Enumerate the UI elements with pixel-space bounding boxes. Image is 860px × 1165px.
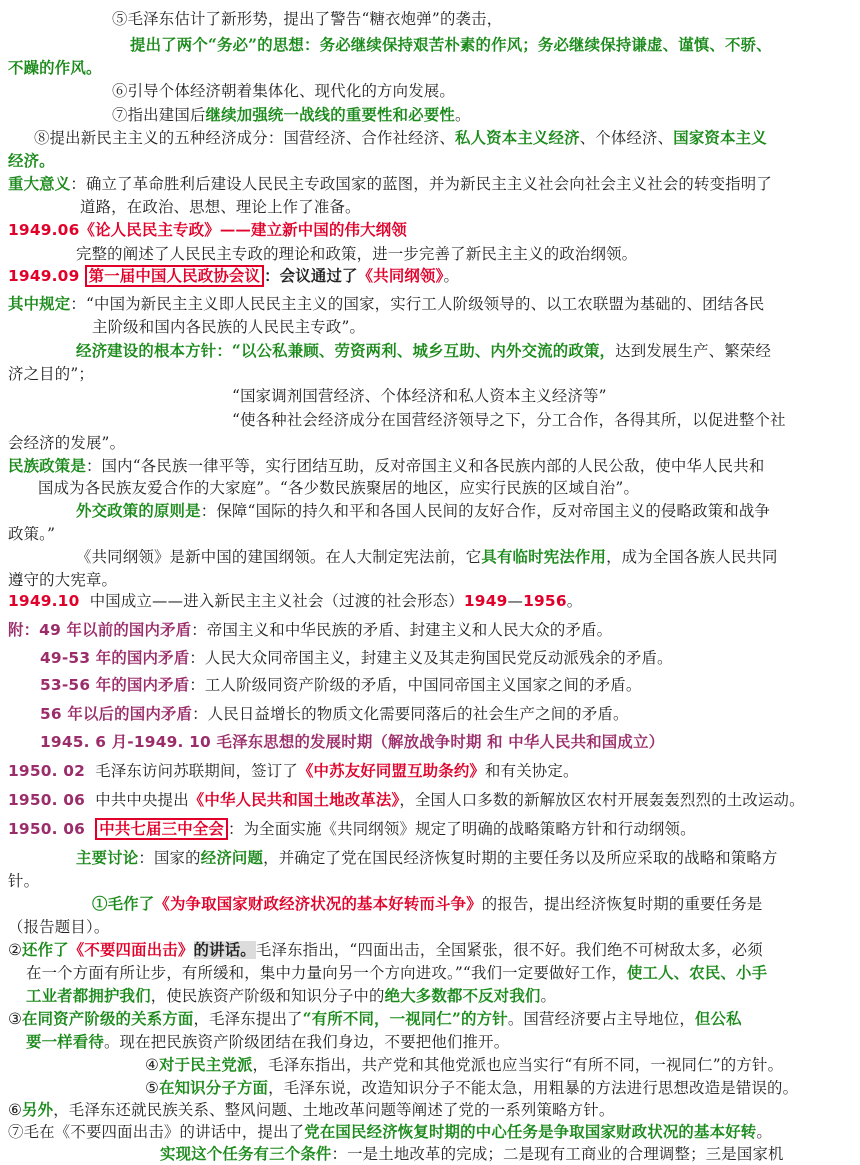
text-span: 中共中央提出 [95,791,189,809]
text-span: 、个体经济、 [579,129,674,147]
text-span: ，成为全国各族人民共同 [606,548,778,566]
text-line [8,150,860,172]
text-span: 另外 [22,1101,54,1119]
text-line [40,674,860,696]
text-line [92,893,860,915]
text-span: 。现在把民族资产阶级团结在我们身边，不要把他们推开。 [103,1033,510,1051]
text-span: 。 [455,106,471,124]
text-span: ⑤ [145,1079,159,1097]
text-line [40,703,860,725]
text-span: 。 [443,267,460,285]
text-span: ③ [8,1010,22,1028]
text-line [8,916,860,938]
text-span: ：国内“各民族一律平等，实行团结互助，反对帝国主义和各民族内部的人民公敌，使中华人民共和 [85,457,765,475]
text-span: 毛泽东指出，“四面出击，全国紧张，很不好。我们绝不可树敌太多，必须 [255,941,763,959]
text-line [8,619,860,641]
text-span: 提出了两个“务必”的思想：务必继续保持艰苦朴素的作风；务必继续保持谦虚、谨慎、不骄、 [130,36,772,54]
text-line [8,432,860,454]
text-span: 不躁的作风。 [8,59,102,77]
text-span: ⑥引导个体经济朝着集体化、现代化的方向发展。 [112,82,455,100]
text-span: 。 [566,592,583,610]
text-span: 经济。 [8,152,55,170]
text-line [76,500,860,522]
text-line [26,985,860,1007]
text-line [76,340,860,362]
text-line [8,1121,860,1143]
text-line [145,1077,860,1099]
text-line [8,173,860,195]
text-line [232,385,860,407]
text-span: ：保障“国际的持久和平和各国人民间的友好合作，反对帝国主义的侵略政策和战争 [200,502,771,520]
text-span: 国家资本主义 [673,129,767,147]
date-label: 1950. 02 [8,762,86,780]
text-span: 《不要四面出击》 [68,941,194,959]
text-span: ，并确定了党在国民经济恢复时期的主要任务以及所应采取的战略和策略方 [263,849,778,867]
text-span: 要一样看待 [26,1033,104,1051]
text-span: 附：49 年以前的国内矛盾 [8,621,192,639]
text-span: ：国家的 [138,849,201,867]
text-span: 私人资本主义经济 [454,129,580,147]
text-span: ⑥ [8,1101,22,1119]
text-span: ⑤毛泽东估计了新形势，提出了警告“糖衣炮弹”的袭击， [112,10,503,28]
text-span: ② [8,941,22,959]
text-span: 经济问题 [200,849,264,867]
text-span: 政策。” [8,525,56,543]
text-line [8,57,860,79]
text-line [8,1099,860,1121]
text-span: ：一是土地改革的完成；二是现有工商业的合理调整；三是国家机 [331,1145,784,1163]
text-line [80,196,860,218]
text-line [26,962,860,984]
text-span: 外交政策的原则是 [76,502,201,520]
text-line [76,546,860,568]
text-span: 。 [540,987,557,1005]
text-span: ⑦毛在《不要四面出击》的讲话中，提出了 [8,1123,305,1141]
text-line [8,455,860,477]
boxed-heading: 第一届中国人民政协会议 [85,265,265,287]
text-line [34,127,860,149]
text-line [130,34,860,56]
text-span: 在一个方面有所让步，有所缓和，集中力量向另一个方向进攻。”“我们一定要做好工作， [26,964,627,982]
text-span: 56 年以后的国内矛盾 [40,705,193,723]
text-line [112,8,860,30]
text-span: 《共同纲领》 [357,267,444,285]
text-span: 1949 [463,592,508,610]
text-line [8,523,860,545]
text-span: ，全国人口多数的新解放区农村开展轰轰烈烈的土改运动。 [399,791,805,809]
text-span: 49-53 年的国内矛盾 [40,649,190,667]
text-line [160,1143,860,1165]
text-span: ：人民大众同帝国主义，封建主义及其走狗国民党反动派残余的矛盾。 [189,649,673,667]
text-span: 和有关协定。 [485,762,579,780]
text-span: ①毛作了 [92,895,155,913]
text-span: 还作了 [22,941,69,959]
text-line [38,477,860,499]
text-span: ：工人阶级同资产阶级的矛盾，中国同帝国主义国家之间的矛盾。 [189,676,642,694]
text-span: 经济建设的根本方针：“以公私兼顾、劳资两利、城乡互助、内外交流的政策， [76,342,616,360]
text-span: “有所不同，一视同仁”的方针 [302,1010,508,1028]
text-span: 绝大多数都不反对我们 [384,987,541,1005]
text-line [8,870,860,892]
text-span: ，毛泽东提出了 [193,1010,303,1028]
text-span: 道路，在政治、思想、理论上作了准备。 [80,198,361,216]
text-span: 在同资产阶级的关系方面 [22,1010,194,1028]
text-span: ，使民族资产阶级和知识分子中的 [150,987,385,1005]
date-label: 1949.10 [8,592,80,610]
text-line [112,80,860,102]
text-span: “国家调剂国营经济、个体经济和私人资本主义经济等” [232,387,607,405]
text-span: 实现这个任务有三个条件 [160,1145,332,1163]
text-span: 完整的阐述了人民民主专政的理论和政策，进一步完善了新民主主义的政治纲领。 [76,245,638,263]
text-span: 针。 [8,872,40,890]
text-span: 使工人、农民、小手 [626,964,768,982]
text-span: — [507,592,524,610]
text-span: 《共同纲领》是新中国的建国纲领。在人大制定宪法前，它 [76,548,482,566]
text-span: 53-56 年的国内矛盾 [40,676,190,694]
text-line [145,1054,860,1076]
text-span: 毛泽东访问苏联期间，签订了 [95,762,298,780]
text-span: 的报告，提出经济恢复时期的重要任务是 [481,895,763,913]
text-line [8,818,860,840]
text-line [112,104,860,126]
text-span: ，毛泽东说，改造知识分子不能太急，用粗暴的方法进行思想改造是错误的。 [268,1079,799,1097]
text-span: 主阶级和国内各民族的人民民主专政”。 [92,318,366,336]
text-span: 民族政策是 [8,457,86,475]
date-label: 1950. 06 [8,791,86,809]
text-span: 济之目的”； [8,365,95,383]
text-line [8,363,860,385]
text-span: 《论人民民主专政》——建立新中国的伟大纲领 [79,221,407,239]
text-line [8,265,860,287]
text-line [26,1031,860,1053]
text-span: ：会议通过了 [264,267,358,285]
text-span: 中国成立——进入新民主主义社会（过渡的社会形态） [89,592,464,610]
date-label: 1950. 06 [8,820,86,838]
text-span: ，毛泽东指出，共产党和其他党派也应当实行“有所不同，一视同仁”的方针。 [252,1056,784,1074]
text-span: 《为争取国家财政经济状况的基本好转而斗争》 [154,895,482,913]
text-span: 1945. 6 月-1949. 10 毛泽东思想的发展时期（解放战争时期 和 中华人民共和国成立） [40,733,665,751]
text-span: 《中苏友好同盟互助条约》 [297,762,486,780]
text-line [232,409,860,431]
text-line [92,316,860,338]
text-span: 。 [756,1123,772,1141]
text-span: 但公私 [694,1010,742,1028]
text-span: ：为全面实施《共同纲领》规定了明确的战略策略方针和行动纲领。 [227,820,696,838]
text-line [8,293,860,315]
text-line [8,219,860,241]
text-span: 1956 [523,592,567,610]
text-line [8,1008,860,1030]
text-span: ：“中国为新民主主义即人民民主主义的国家，实行工人阶级领导的、以工农联盟为基础的、团结各民 [70,295,765,313]
text-span: 国成为各民族友爱合作的大家庭”。“各少数民族聚居的地区，应实行民族的区域自治”。 [38,479,640,497]
date-label: 1949.09 [8,267,80,285]
text-line [8,569,860,591]
text-span: ⑧提出新民主主义的五种经济成分：国营经济、合作社经济、 [34,129,455,147]
text-span: ，毛泽东还就民族关系、整风问题、土地改革问题等阐述了党的一系列策略方针。 [53,1101,615,1119]
text-span: 主要讨论 [76,849,139,867]
text-span: 在知识分子方面 [159,1079,269,1097]
text-span: ：确立了革命胜利后建设人民民主专政国家的蓝图，并为新民主主义社会向社会主义社会的转变指明了 [70,175,772,193]
date-label: 1949.06 [8,221,80,239]
text-line [40,731,860,753]
text-span: “使各种社会经济成分在国营经济领导之下，分工合作，各得其所，以促进整个社 [232,411,786,429]
boxed-heading: 中共七届三中全会 [95,818,228,840]
text-span: 达到发展生产、繁荣经 [615,342,772,360]
text-span: ：人民日益增长的物质文化需要同落后的社会生产之间的矛盾。 [192,705,629,723]
text-line [76,243,860,265]
text-span: 。国营经济要占主导地位， [507,1010,695,1028]
text-span: 工业者都拥护我们 [26,987,151,1005]
text-span: 重大意义 [8,175,71,193]
text-span: 其中规定 [8,295,71,313]
text-span: 对于民主党派 [159,1056,253,1074]
text-line [8,760,860,782]
text-span: 《中华人民共和国土地改革法》 [188,791,400,809]
text-span: ④ [145,1056,159,1074]
text-span: 会经济的发展”。 [8,434,126,452]
text-line [40,647,860,669]
text-line [8,789,860,811]
text-span: 具有临时宪法作用 [481,548,607,566]
text-line [76,847,860,869]
text-span: 的讲话。 [193,941,256,959]
text-span: （报告题目）。 [8,918,110,936]
text-span: 遵守的大宪章。 [8,571,118,589]
text-span: 继续加强统一战线的重要性和必要性 [205,106,455,124]
text-line [8,590,860,612]
text-span: ⑦指出建国后 [112,106,206,124]
text-span: 党在国民经济恢复时期的中心任务是争取国家财政状况的基本好转 [304,1123,757,1141]
text-line [8,939,860,961]
text-span: ：帝国主义和中华民族的矛盾、封建主义和人民大众的矛盾。 [191,621,613,639]
